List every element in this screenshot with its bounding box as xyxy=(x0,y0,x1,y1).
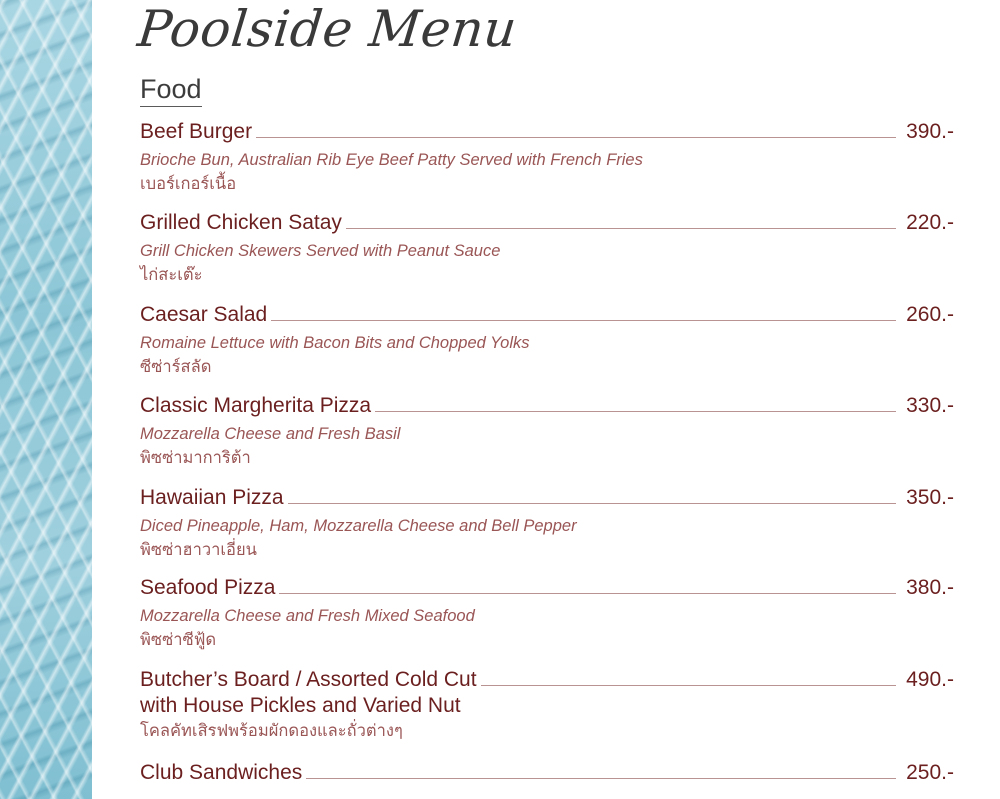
item-name: Caesar Salad xyxy=(140,303,268,326)
item-description: Diced Pineapple, Ham, Mozzarella Cheese and Bell Pepper xyxy=(140,517,577,535)
menu-item-margherita-pizza xyxy=(140,390,954,469)
dotted-leader xyxy=(256,137,896,138)
menu-item-caesar-salad xyxy=(140,299,954,378)
item-name: Classic Margherita Pizza xyxy=(140,394,372,417)
menu-item-seafood-pizza xyxy=(140,572,954,651)
item-thai-name: ซีซ่าร์สลัด xyxy=(140,357,212,376)
item-price: 350.- xyxy=(906,486,954,509)
menu-item-butchers-board xyxy=(140,664,954,742)
item-description: Romaine Lettuce with Bacon Bits and Chopped Yolks xyxy=(140,334,530,352)
item-thai-name: พิซซ่ามาการิต้า xyxy=(140,448,251,467)
item-thai-name: เบอร์เกอร์เนื้อ xyxy=(140,174,237,193)
item-name: Beef Burger xyxy=(140,120,253,143)
dotted-leader xyxy=(346,228,896,229)
menu-item-beef-burger xyxy=(140,116,954,195)
item-price: 380.- xyxy=(906,576,954,599)
item-description: Mozzarella Cheese and Fresh Mixed Seafood xyxy=(140,607,475,625)
item-thai-name: พิซซ่าฮาวาเอี่ยน xyxy=(140,540,257,559)
item-name: Grilled Chicken Satay xyxy=(140,211,342,234)
item-description: Mozzarella Cheese and Fresh Basil xyxy=(140,425,401,443)
menu-item-club-sandwiches xyxy=(140,757,954,785)
item-name: Club Sandwiches xyxy=(140,761,303,784)
item-name: Butcher’s Board / Assorted Cold Cut xyxy=(140,668,477,691)
section-heading-food: Food xyxy=(140,74,202,107)
item-price: 330.- xyxy=(906,394,954,417)
menu-title: Poolside Menu xyxy=(134,0,520,58)
dotted-leader xyxy=(271,320,896,321)
item-price: 220.- xyxy=(906,211,954,234)
item-price: 250.- xyxy=(906,761,954,784)
item-thai-name: ไก่สะเต๊ะ xyxy=(140,265,203,284)
dotted-leader xyxy=(288,503,896,504)
item-name-line2: with House Pickles and Varied Nut xyxy=(140,694,461,717)
item-price: 260.- xyxy=(906,303,954,326)
item-description: Grill Chicken Skewers Served with Peanut Sauce xyxy=(140,242,501,260)
item-name: Hawaiian Pizza xyxy=(140,486,284,509)
item-thai-name: โคลคัทเสิรฟพร้อมผักดองและถั่วต่างๆ xyxy=(140,721,403,740)
dotted-leader xyxy=(375,411,896,412)
item-thai-name: พิซซ่าซีฟู้ด xyxy=(140,630,217,649)
dotted-leader xyxy=(306,778,896,779)
dotted-leader xyxy=(481,685,896,686)
item-name: Seafood Pizza xyxy=(140,576,276,599)
item-price: 490.- xyxy=(906,668,954,691)
dotted-leader xyxy=(279,593,896,594)
item-description: Brioche Bun, Australian Rib Eye Beef Patty Served with French Fries xyxy=(140,151,643,169)
menu-item-grilled-chicken-satay xyxy=(140,207,954,286)
item-price: 390.- xyxy=(906,120,954,143)
menu-item-hawaiian-pizza xyxy=(140,482,954,561)
